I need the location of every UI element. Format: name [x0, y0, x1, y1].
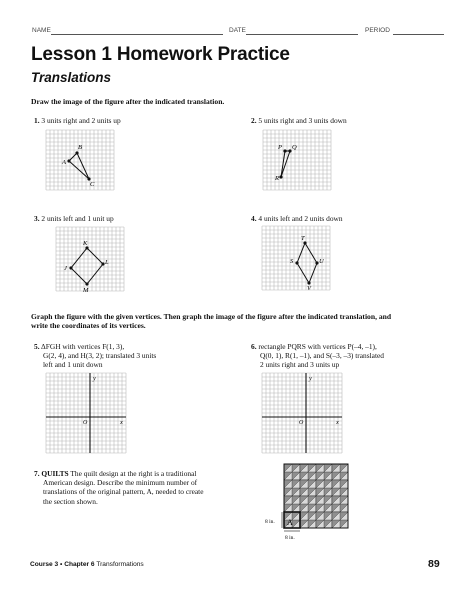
- y-axis-label: y: [93, 375, 96, 382]
- label-t: T: [301, 235, 305, 242]
- problem-5-line-1: ΔFGH with vertices F(1, 3),: [41, 342, 125, 351]
- problem-2-number: 2.: [251, 116, 257, 125]
- date-line: [246, 34, 358, 35]
- problem-4-text: [251, 214, 343, 223]
- label-a: A: [62, 159, 66, 166]
- footer-topic: Transformations: [96, 561, 144, 568]
- problem-5-line-3: left and 1 unit down: [43, 360, 103, 370]
- label-u: U: [319, 258, 324, 265]
- problem-2-text: [251, 116, 347, 125]
- problem-6-text: [251, 342, 384, 370]
- y-axis-label: y: [309, 375, 312, 382]
- problem-1-number: 1.: [34, 116, 40, 125]
- problem-3-description: 2 units left and 1 unit up: [41, 214, 114, 223]
- problem-5-coordinate-grid: [45, 372, 127, 454]
- problem-3-grid: [55, 226, 127, 294]
- label-p: P: [278, 144, 282, 151]
- instructions-graph-line-2: write the coordinates of its vertices.: [31, 321, 146, 331]
- label-s: S: [290, 258, 294, 265]
- vertex-r: [279, 175, 282, 178]
- problem-3-text: [34, 214, 114, 223]
- page-title: Lesson 1 Homework Practice: [31, 44, 290, 65]
- vertex-s: [295, 261, 298, 264]
- problem-7-number: 7.: [34, 469, 40, 478]
- x-axis-label: x: [120, 419, 123, 426]
- label-j: J: [64, 265, 67, 272]
- page-number: 89: [428, 558, 440, 570]
- problem-6-line-2: Q(0, 1), R(1, –1), and S(–3, –3) translated: [260, 351, 384, 361]
- problem-6-line-1: rectangle PQRS with vertices P(–4, –1),: [258, 342, 377, 351]
- problem-4-grid: [261, 225, 333, 293]
- label-k: K: [83, 240, 88, 247]
- label-b: B: [78, 144, 82, 151]
- problem-3-number: 3.: [34, 214, 40, 223]
- instructions-draw: Draw the image of the figure after the indicated translation.: [31, 97, 225, 106]
- quilt-pattern: [284, 464, 348, 528]
- problem-5-number: 5.: [34, 342, 40, 351]
- name-label: NAME: [32, 27, 51, 34]
- quilt-design: [266, 463, 356, 547]
- label-l: L: [105, 259, 109, 266]
- name-line: [51, 34, 223, 35]
- problem-1-grid: [45, 129, 117, 195]
- label-c: C: [90, 181, 95, 188]
- vertex-m: [85, 282, 88, 285]
- problem-7-line-3: translations of the original pattern, A, needed to create: [43, 487, 204, 497]
- vertex-a: [67, 159, 70, 162]
- label-q: Q: [292, 144, 297, 151]
- bottom-dimension-label: 8 in.: [285, 535, 295, 541]
- problem-2-description: 5 units right and 3 units down: [258, 116, 347, 125]
- problem-4-number: 4.: [251, 214, 257, 223]
- problem-6-coordinate-grid: [261, 372, 343, 454]
- triangle-pqr: [281, 151, 290, 177]
- problem-4-description: 4 units left and 2 units down: [258, 214, 343, 223]
- vertex-b: [75, 151, 78, 154]
- origin-label: O: [83, 420, 88, 426]
- label-v: V: [307, 285, 311, 292]
- instructions-graph-line-1: Graph the figure with the given vertices. Then graph the image of the figure after the indicated translation, and: [31, 312, 392, 321]
- period-label: PERIOD: [365, 27, 390, 34]
- footer-course-chapter: Course 3 • Chapter 6: [30, 561, 95, 568]
- problem-7-line-4: the section shown.: [43, 496, 98, 506]
- problem-1-description: 3 units right and 2 units up: [41, 116, 121, 125]
- x-axis-label: x: [336, 419, 339, 426]
- problem-6-number: 6.: [251, 342, 257, 351]
- period-line: [393, 34, 444, 35]
- problem-6-line-3: 2 units right and 3 units up: [260, 360, 340, 370]
- pattern-a-label: A: [287, 518, 293, 527]
- label-r: R: [275, 175, 279, 182]
- vertex-j: [69, 266, 72, 269]
- problem-7-line-1: The quilt design at the right is a traditional: [70, 469, 197, 478]
- origin-label: O: [299, 420, 304, 426]
- date-label: DATE: [229, 27, 246, 34]
- vertex-p: [283, 149, 286, 152]
- problem-7-text: [34, 469, 203, 506]
- page-subtitle: Translations: [31, 70, 112, 85]
- problem-5-line-2: G(2, 4), and H(3, 2); translated 3 units: [43, 351, 157, 361]
- problem-2-grid: [262, 129, 334, 195]
- side-dimension-label: 8 in.: [265, 519, 275, 525]
- problem-7-keyword: QUILTS: [41, 469, 69, 478]
- label-m: M: [83, 287, 89, 294]
- problem-1-text: [34, 116, 121, 125]
- footer-course: [30, 561, 144, 568]
- problem-7-line-2: American design. Describe the minimum number of: [43, 478, 198, 488]
- instructions-graph: [31, 312, 451, 331]
- problem-5-text: [34, 342, 156, 370]
